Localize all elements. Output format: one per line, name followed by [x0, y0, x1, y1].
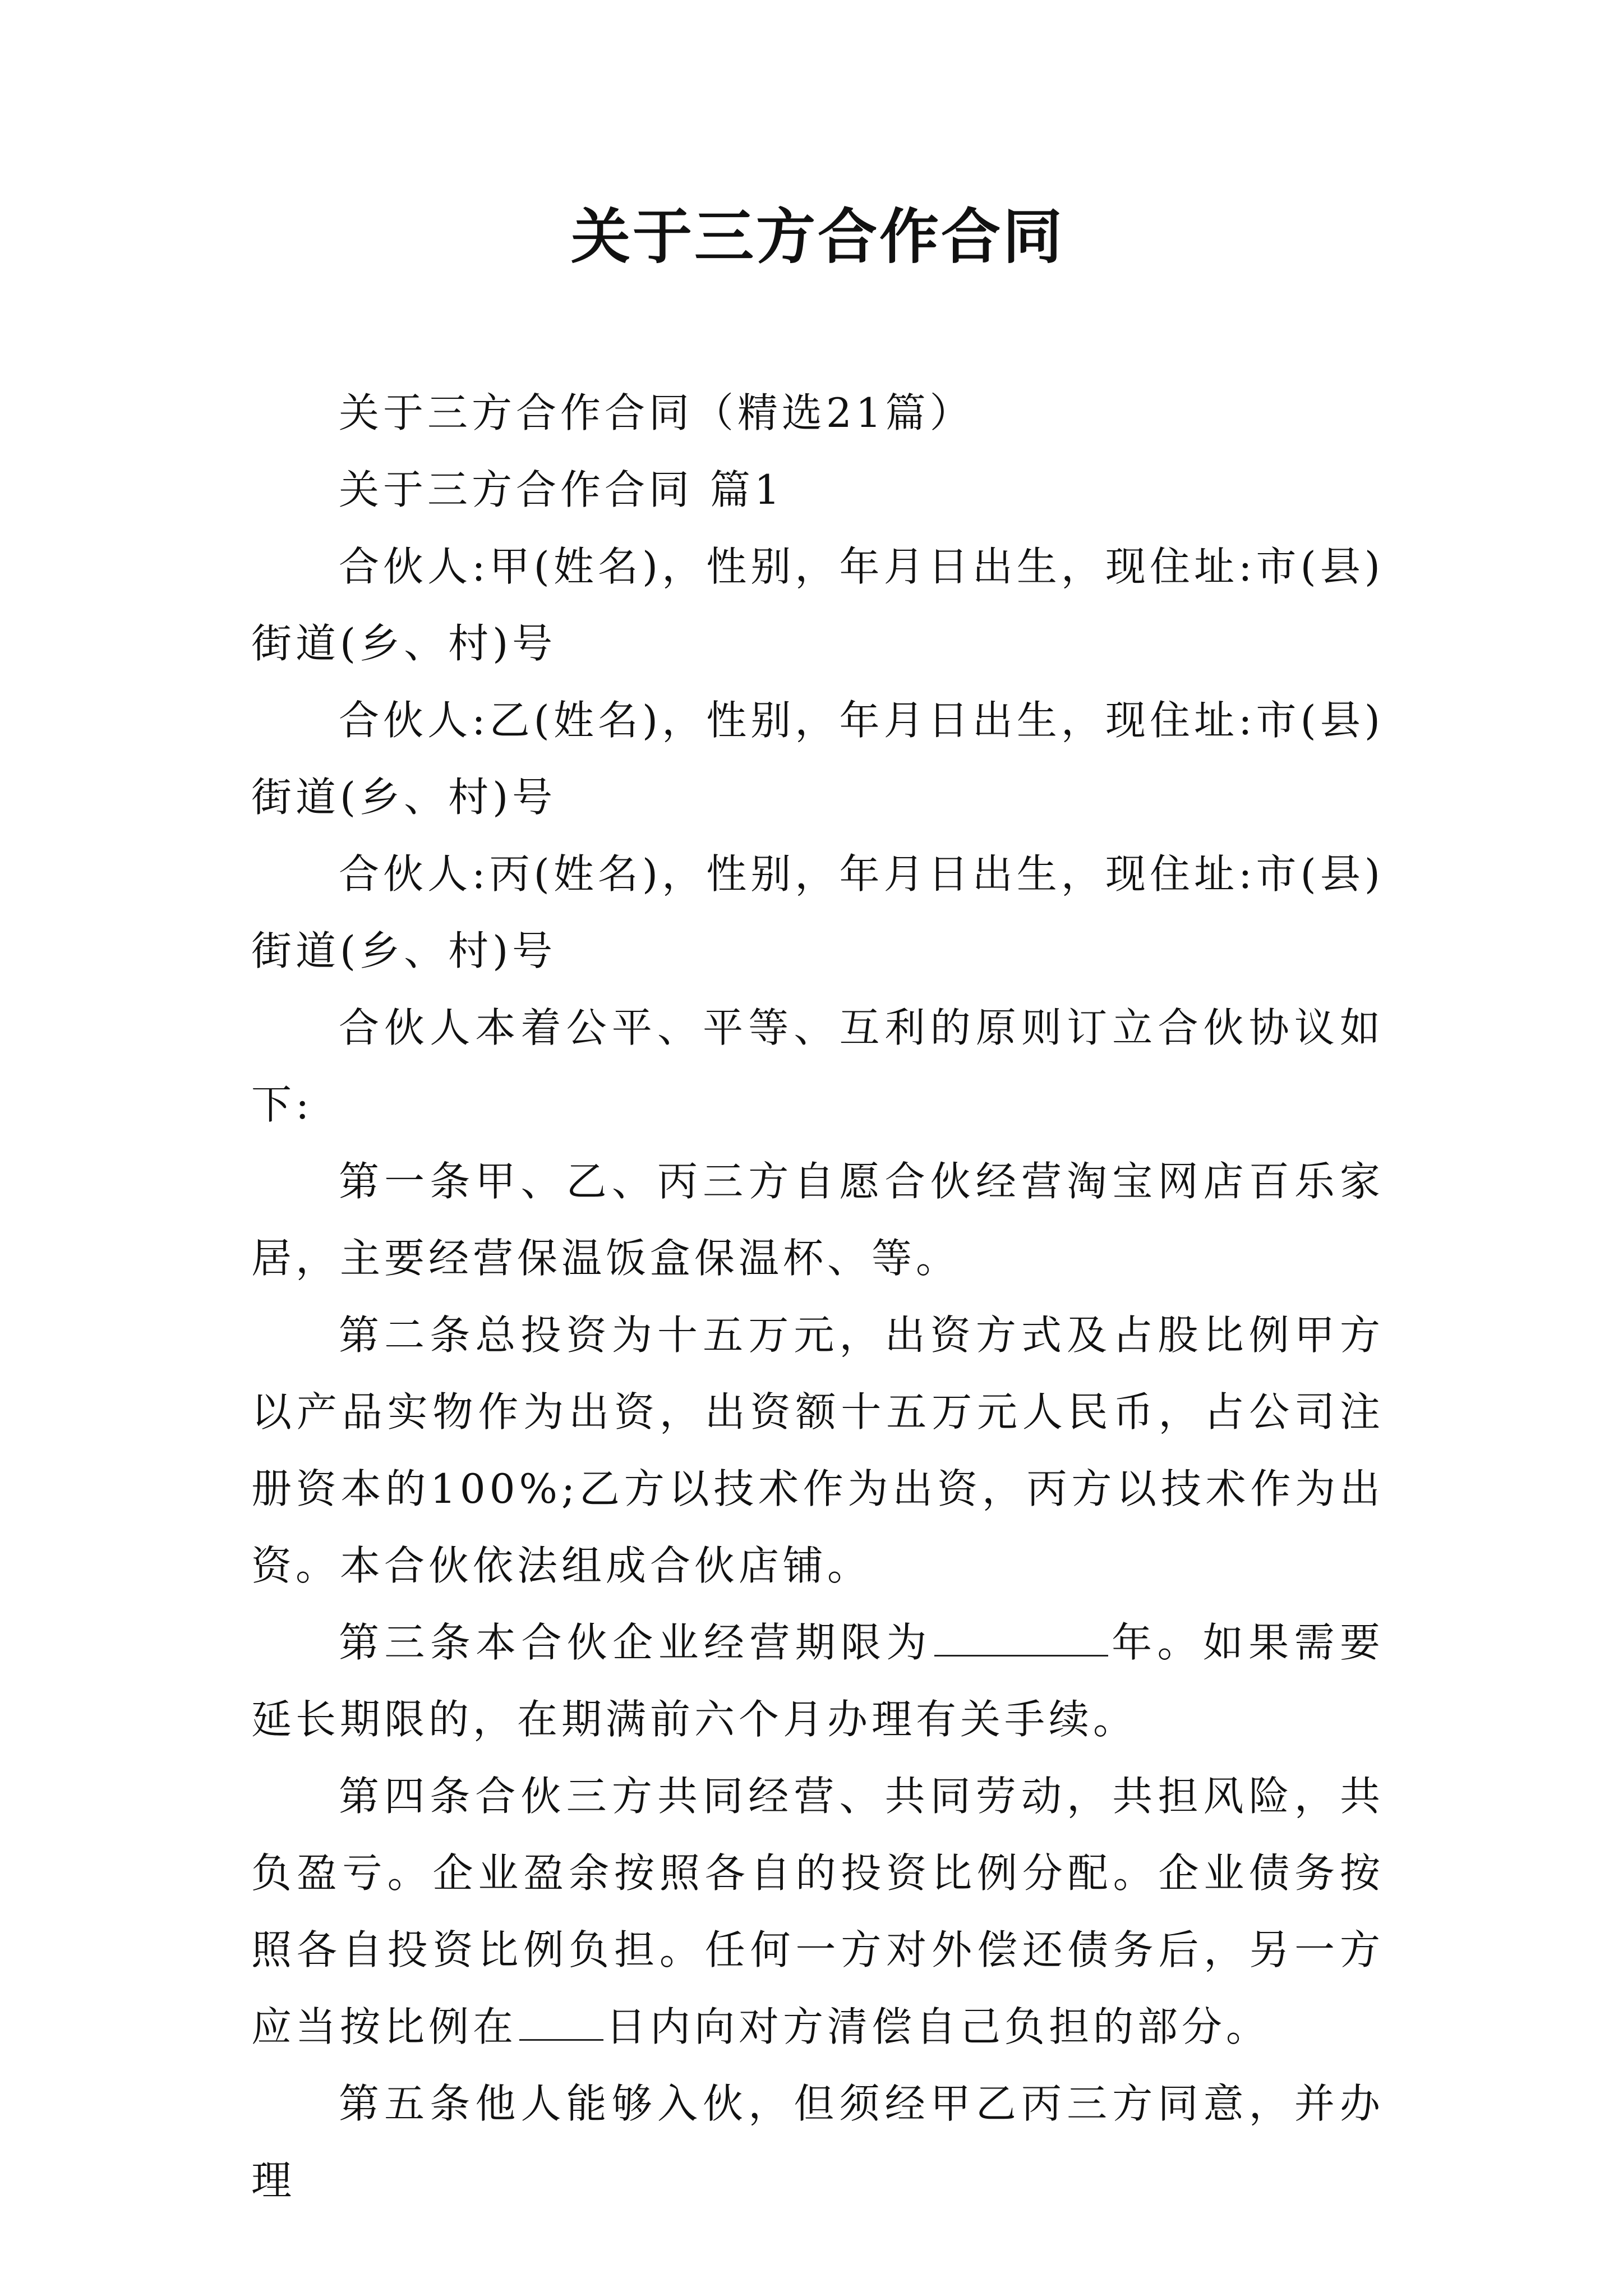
partner-b-paragraph: 合伙人:乙(姓名)，性别，年月日出生，现住址:市(县)街道(乡、村)号	[251, 697, 1384, 821]
article-2-paragraph: 第二条总投资为十五万元，出资方式及占股比例甲方以产品实物作为出资，出资额十五万元人民币，占公司注册资本的100%;乙方以技术作为出资，丙方以技术作为出资。本合伙依法组成合伙店铺。	[251, 1312, 1384, 1589]
article-3-text-after: 年。如果需要延长期限的，在期满前六个月办理有关手续。	[251, 1619, 1384, 1743]
article-1-paragraph: 第一条甲、乙、丙三方自愿合伙经营淘宝网店百乐家居，主要经营保温饭盒保温杯、等。	[251, 1158, 1384, 1282]
article-4-text-before: 第四条合伙三方共同经营、共同劳动，共担风险，共负盈亏。企业盈余按照各自的投资比例分配。企业债务按照各自投资比例负担。任何一方对外偿还债务后，另一方应当按比例在	[251, 1773, 1384, 2050]
preamble-paragraph: 合伙人本着公平、平等、互利的原则订立合伙协议如下:	[251, 1004, 1384, 1128]
document-subtitle: 关于三方合作合同（精选21篇）	[339, 389, 974, 436]
document-title: 关于三方合作合同	[571, 201, 1064, 272]
article-4-text-after: 日内向对方清偿自己负担的部分。	[606, 2003, 1271, 2050]
document-body	[251, 375, 1384, 2219]
article-3-text-before: 第三条本合伙企业经营期限为	[339, 1619, 932, 1666]
partner-c-paragraph: 合伙人:丙(姓名)，性别，年月日出生，现住址:市(县)街道(乡、村)号	[251, 850, 1384, 974]
term-years-blank	[934, 1616, 1108, 1657]
article-5-paragraph: 第五条他人能够入伙，但须经甲乙丙三方同意，并办理	[251, 2080, 1384, 2204]
article-3-paragraph	[251, 1604, 1384, 1758]
document-page	[251, 0, 1384, 2296]
section-heading: 关于三方合作合同 篇1	[339, 466, 784, 513]
repayment-days-blank	[519, 2000, 603, 2041]
article-4-paragraph	[251, 1758, 1384, 2065]
partner-a-paragraph: 合伙人:甲(姓名)，性别，年月日出生，现住址:市(县)街道(乡、村)号	[251, 543, 1384, 667]
